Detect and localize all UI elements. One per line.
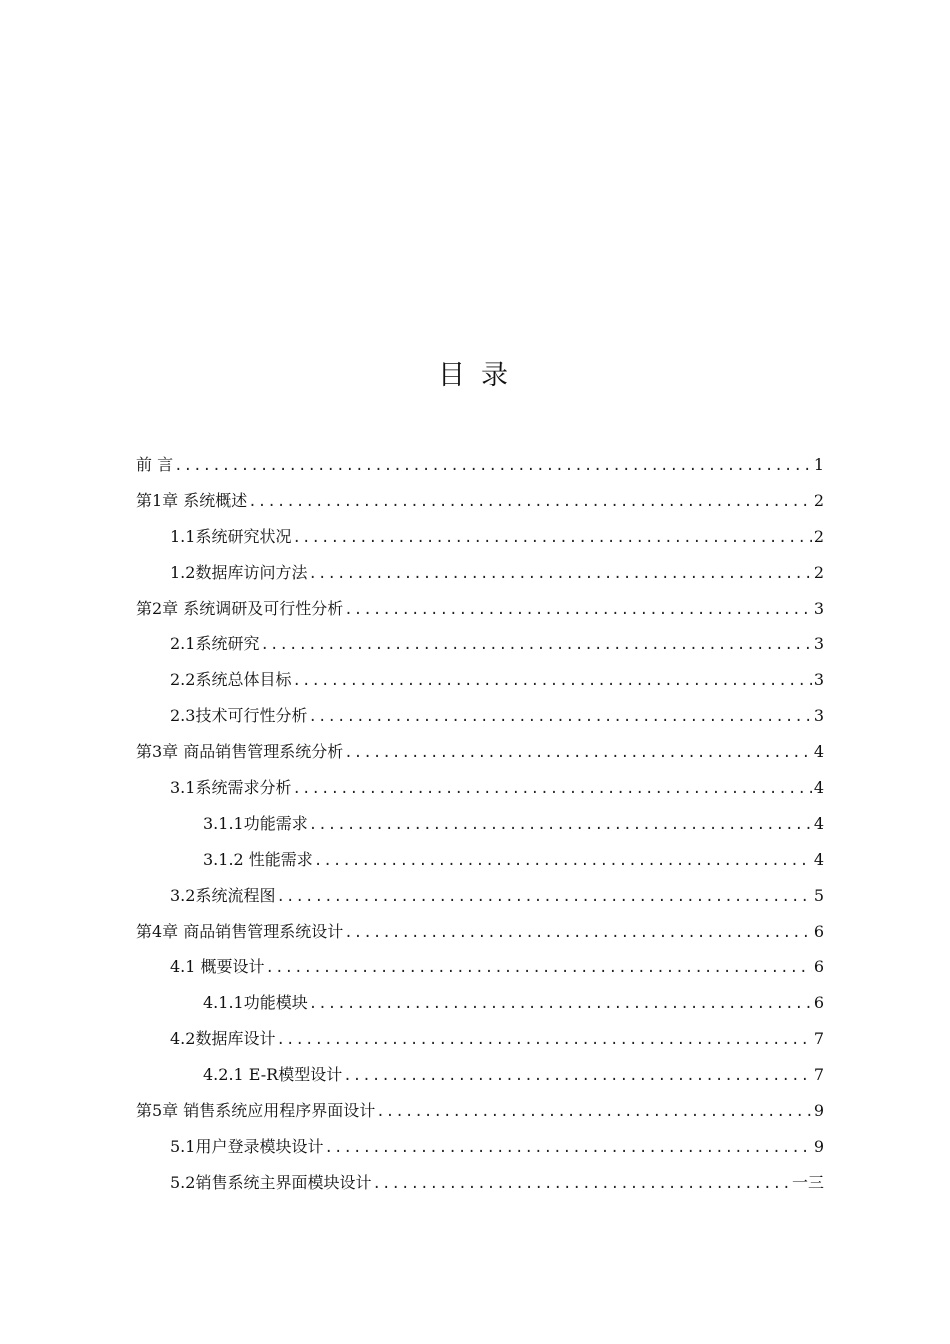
toc-leader-dots [292,523,811,553]
toc-entry-label: 3.1.2 性能需求 [203,849,313,869]
toc-entry[interactable] [136,665,824,701]
toc-entry[interactable] [136,881,824,917]
toc-entry-label: 第4章 商品销售管理系统设计 [136,921,344,941]
toc-entry-page: 3 [813,670,824,690]
toc-entry[interactable] [136,1060,824,1096]
toc-leader-dots [308,702,811,732]
table-of-contents [136,450,824,1204]
toc-leader-dots [276,1025,811,1055]
toc-entry-label: 第1章 系统概述 [136,490,248,510]
toc-entry[interactable] [136,594,824,630]
toc-entry-page: 6 [813,993,824,1013]
toc-entry[interactable] [136,773,824,809]
toc-entry-label: 3.2系统流程图 [170,885,276,905]
toc-leader-dots [343,1061,812,1091]
toc-entry-label: 第3章 商品销售管理系统分析 [136,742,344,762]
toc-entry[interactable] [136,1096,824,1132]
toc-leader-dots [260,630,811,660]
toc-entry[interactable] [136,558,824,594]
toc-entry-page: 3 [813,706,824,726]
toc-entry-page: 3 [813,634,824,654]
toc-entry[interactable] [136,809,824,845]
toc-entry-label: 4.1.1功能模块 [203,993,308,1013]
toc-leader-dots [292,666,811,696]
toc-leader-dots [372,1169,790,1199]
toc-entry-page: 6 [813,957,824,977]
toc-entry[interactable] [136,701,824,737]
toc-entry-label: 4.2数据库设计 [170,1029,276,1049]
toc-entry[interactable] [136,737,824,773]
toc-title: 目录 [438,360,524,391]
toc-entry-page: 2 [813,526,824,546]
toc-entry[interactable] [136,1168,824,1204]
toc-leader-dots [309,810,812,840]
toc-leader-dots [376,1097,812,1127]
toc-leader-dots [324,1133,811,1163]
toc-entry[interactable] [136,629,824,665]
toc-entry-page: 3 [813,598,824,618]
toc-entry-page: 4 [813,742,824,762]
toc-entry-page: 7 [813,1029,824,1049]
toc-entry[interactable] [136,486,824,522]
toc-entry-label: 4.2.1 E-R模型设计 [203,1065,343,1085]
toc-entry[interactable] [136,450,824,486]
toc-entry-label: 1.2数据库访问方法 [170,562,308,582]
toc-leader-dots [248,487,812,517]
toc-entry-label: 第2章 系统调研及可行性分析 [136,598,344,618]
toc-entry-page: 9 [813,1136,824,1156]
toc-entry-page: 4 [813,849,824,869]
toc-leader-dots [292,774,811,804]
toc-entry-label: 1.1系统研究状况 [170,526,292,546]
toc-entry-label: 3.1.1功能需求 [203,813,308,833]
toc-entry-label: 5.2销售系统主界面模块设计 [170,1172,372,1192]
toc-entry-label: 4.1 概要设计 [170,957,265,977]
toc-leader-dots [266,953,812,983]
toc-entry[interactable] [136,1132,824,1168]
toc-entry-page: 2 [813,490,824,510]
toc-leader-dots [308,559,811,589]
toc-leader-dots [276,882,811,912]
toc-entry-label: 5.1用户登录模块设计 [170,1136,324,1156]
toc-entry[interactable] [136,522,824,558]
toc-entry-label: 第5章 销售系统应用程序界面设计 [136,1101,376,1121]
toc-entry[interactable] [136,952,824,988]
toc-leader-dots [344,918,812,948]
toc-leader-dots [309,989,812,1019]
toc-leader-dots [344,738,812,768]
toc-leader-dots [174,451,812,481]
toc-leader-dots [314,846,812,876]
toc-entry[interactable] [136,1024,824,1060]
toc-entry-label: 2.1系统研究 [170,634,260,654]
toc-entry-label: 2.3技术可行性分析 [170,706,308,726]
toc-entry-page: 4 [813,813,824,833]
toc-entry-page: 7 [813,1065,824,1085]
toc-entry-page: 9 [813,1101,824,1121]
toc-entry-page: 5 [813,885,824,905]
toc-entry-label: 前 言 [136,455,174,474]
toc-entry-page: 一三 [791,1172,824,1192]
toc-entry[interactable] [136,845,824,881]
toc-leader-dots [344,595,812,625]
toc-entry[interactable] [136,917,824,953]
toc-entry[interactable] [136,988,824,1024]
toc-entry-label: 3.1系统需求分析 [170,778,292,798]
toc-entry-label: 2.2系统总体目标 [170,670,292,690]
toc-entry-page: 4 [813,778,824,798]
toc-entry-page: 2 [813,562,824,582]
toc-entry-page: 6 [813,921,824,941]
toc-entry-page: 1 [813,455,824,474]
